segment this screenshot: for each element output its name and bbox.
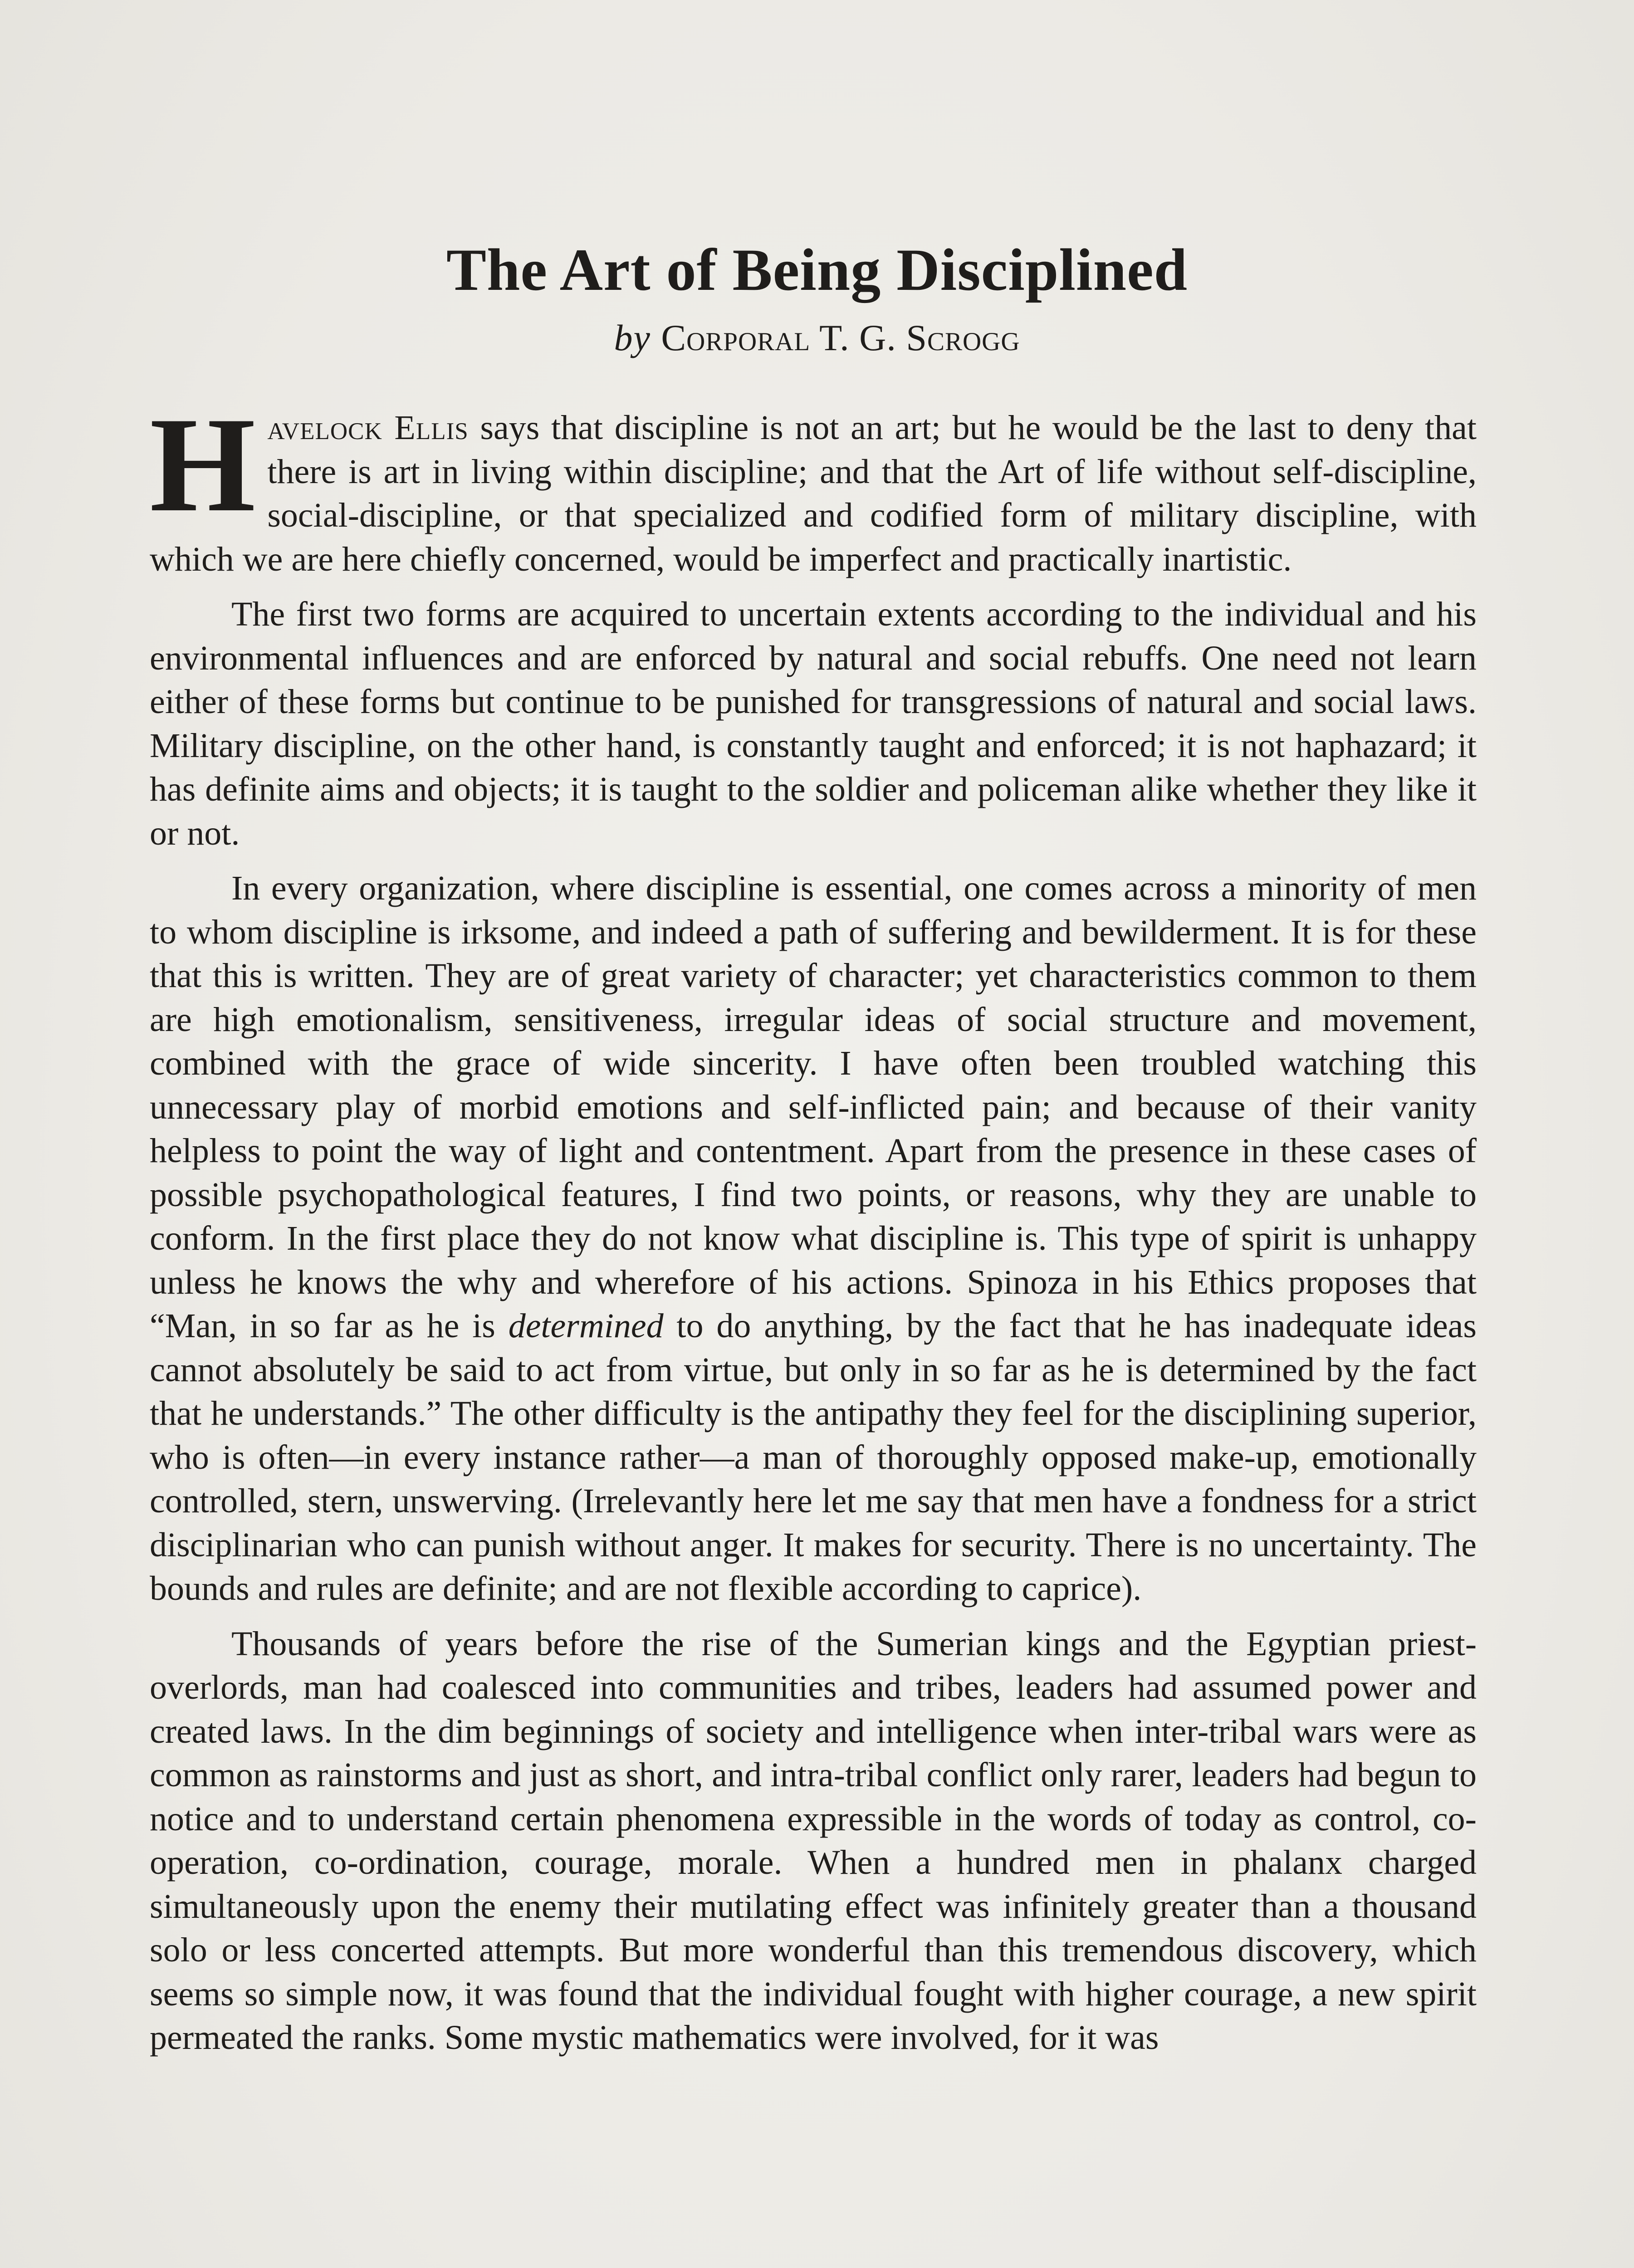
paragraph-1 <box>150 389 1477 581</box>
paragraph-1-text: says that discipline is not an art; but he would be the last to deny that there is art in living within discipline; and that the Art of life without self-discipline, social-discipline, or that specialized and codified form of military discipline, with which we are here chiefly concerned, would be imperfect and practically inartistic. <box>150 409 1477 578</box>
byline-author: Corporal T. G. Scrogg <box>661 317 1020 358</box>
paragraph-2: The first two forms are acquired to uncertain extents according to the individual and his environmental influences and are enforced by natural and social rebuffs. One need not learn either of these forms but continue to be punished for transgressions of natural and social laws. Military discipline, on the other hand, is constantly taught and enforced; it is not haphazard; it has definite aims and objects; it is taught to the soldier and policeman alike whether they like it or not. <box>150 595 1477 852</box>
paragraph-3-text-a: In every organization, where discipline is essential, one comes across a minority of men to whom discipline is irksome, and indeed a path of suffering and bewilderment. It is for these that this is written. They are of great variety of character; yet characteristics common to them are high emotionalism, sensitiveness, irregular ideas of social structure and movement, combined with the grace of wide sincerity. I have often been troubled watching this unnecessary play of morbid emotions and self-inflicted pain; and because of their vanity helpless to point the way of light and contentment. Apart from the presence in these cases of possible psychopathological features, I find two points, or reasons, why they are unable to conform. In the first place they do not know what discipline is. This type of spirit is unhappy unless he knows the why and wherefore of his actions. Spinoza in his Ethics proposes that “Man, in so far as he is <box>150 869 1477 1345</box>
byline <box>0 313 1634 363</box>
paragraph-3-text-b: to do anything, by the fact that he has inadequate ideas cannot absolutely be said to act from virtue, but only in so far as he is determined by the fact that he understands.” The other difficulty is the antipathy they feel for the disciplining superior, who is often—in every instance rather—a man of thoroughly opposed make-up, emotionally controlled, stern, unswerving. (Irrelevantly here let me say that men have a fondness for a strict disciplinarian who can punish without anger. It makes for security. There is no uncertainty. The bounds and rules are definite; and are not flexible according to caprice). <box>150 1307 1477 1608</box>
paragraph-4: Thousands of years before the rise of the Sumerian kings and the Egyptian priest-overlords, man had coalesced into communities and tribes, leaders had assumed power and created laws. In the dim beginnings of society and intelligence when inter-tribal wars were as common as rainstorms and just as short, and intra-tribal conflict only rarer, leaders had begun to notice and to understand certain phenomena expressible in the words of today as control, co-operation, co-ordination, courage, morale. When a hundred men in phalanx charged simultaneously upon the enemy their mutilating effect was infinitely greater than a thousand solo or less concerted attempts. But more wonderful than this tremendous discovery, which seems so simple now, it was found that the individual fought with higher courage, a new spirit permeated the ranks. Some mystic mathematics were involved, for it was <box>150 1624 1477 2057</box>
article-body <box>150 389 1477 2071</box>
emphasis-determined: determined <box>508 1307 664 1345</box>
article-title: The Art of Being Disciplined <box>446 236 1188 303</box>
byline-by: by <box>614 317 651 358</box>
drop-cap: H <box>150 389 256 540</box>
lead-smallcaps: avelock Ellis <box>267 409 469 447</box>
paragraph-3 <box>150 866 1477 1611</box>
